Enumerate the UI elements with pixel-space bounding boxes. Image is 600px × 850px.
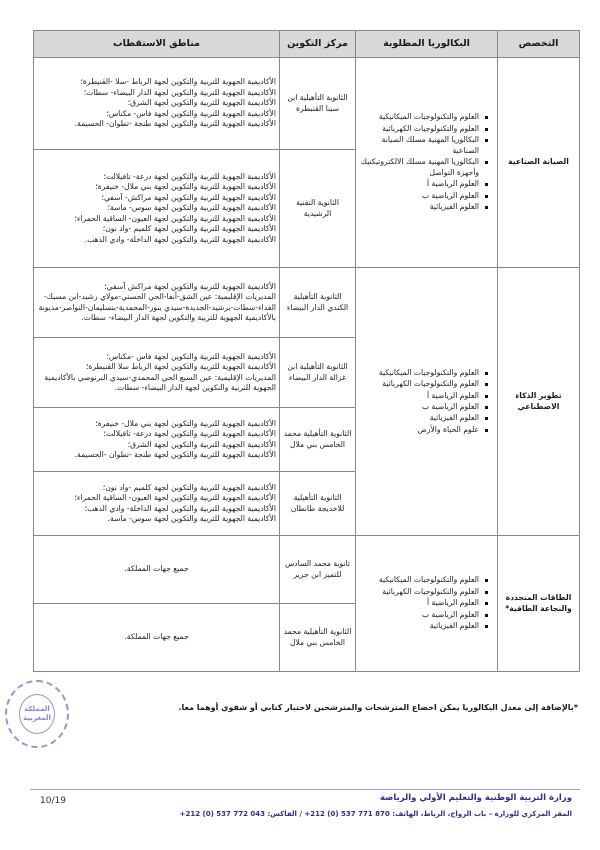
regions-cell (34, 338, 280, 408)
specialty-cell: الصيانة الصناعية (498, 58, 580, 268)
region-line: الأكاديمية الجهوية للتربية والتكوين لجهة بني ملال- خنيفرة؛ (95, 418, 276, 428)
training-center-cell: الثانوية التأهيلية الكندي الدار البيضاء (280, 268, 356, 338)
training-center-cell: الثانوية التأهيلية للاخديجة طانطان (280, 472, 356, 536)
region-line: الأكاديمية الجهوية للتربية والتكوين لجهة درعة- تافيلالت؛ (103, 429, 276, 439)
footer-address: المقر المركزي للوزارة – باب الرواح، الرباط، الهاتف: 870 771 537 (0) 212+ / الفاكس: 043 772 537 (0) 212+ (179, 810, 572, 818)
header-specialty: التخصص (498, 31, 580, 58)
bac-list-item: العلوم الرياضية ب (359, 402, 488, 412)
region-line: الأكاديمية الجهوية للتربية والتكوين لجهة كلميم -واد نون؛ (102, 224, 276, 234)
official-seal-stamp (5, 680, 69, 748)
seal-center (19, 694, 55, 734)
region-line: المديريات الإقليمية: عين الشق-أنفا-الحي الحسني-مولاي رشيد-ابن مسيك-الفداء-سطات-برشيد-الجديدة-سيدي بنور-المحمدية-بنسليمان-النواصر-مديونة بالأكاديمية الجهوية للتربية والتكوين لجهة الدار البيضاء- سطات. (38, 292, 276, 322)
bac-cell (356, 536, 498, 672)
regions-cell (34, 58, 280, 150)
header-regions: مناطق الاستقطاب (34, 31, 280, 58)
bac-list-item: العلوم الفيزيائية (359, 413, 488, 423)
footnote: *بالإضافة إلى معدل البكالوريا يمكن اخضاع المترشحات والمترشحين لاختبار كتابي أو شفوي أوهما معا. (178, 703, 578, 712)
table-row (34, 58, 580, 150)
table-header-row (34, 31, 580, 58)
region-line: الأكاديمية الجهوية للتربية والتكوين لجهة مراكش آسفي؛ (104, 281, 276, 291)
bac-list (359, 112, 494, 212)
bac-list-item: العلوم الرياضية أ (359, 391, 488, 401)
table-row (34, 536, 580, 604)
region-line: الأكاديمية الجهوية للتربية والتكوين لجهة طنجة -تطوان- الحسيمة. (74, 119, 276, 129)
seal-line-1: المملكة (24, 704, 50, 713)
region-line: الأكاديمية الجهوية للتربية والتكوين لجهة الرباط سلا القنيطرة؛ (85, 362, 276, 372)
bac-list-item: العلوم الرياضية أ (359, 598, 488, 608)
bac-list-item: العلوم والتكنولوجيات الكهربائية (359, 379, 488, 389)
header-center: مركز التكوين (280, 31, 356, 58)
training-center-cell: الثانوية التقنية الرشيدية (280, 150, 356, 268)
bac-list (359, 368, 494, 436)
bac-list-item: البكالوريا المهنية مسلك الالكتروتيكنيك وأجهزة التواصل (359, 157, 488, 178)
header-bac: البكالوريا المطلوبة (356, 31, 498, 58)
bac-list-item: العلوم والتكنولوجيات الميكانيكية (359, 112, 488, 122)
training-center-cell: الثانوية التأهيلية ابن غزالة الدار البيضاء (280, 338, 356, 408)
bac-list-item: العلوم الفيزيائية (359, 202, 488, 212)
page-number: 10/19 (40, 796, 66, 806)
regions-cell (34, 150, 280, 268)
region-line: جميع جهات المملكة. (124, 632, 189, 642)
bac-list-item: العلوم الرياضية أ (359, 179, 488, 189)
seal-line-2: المغربية (23, 714, 51, 722)
region-line: الأكاديمية الجهوية للتربية والتكوين لجهة سوس- ماسة. (107, 513, 276, 523)
bac-list-item: العلوم والتكنولوجيات الميكانيكية (359, 368, 488, 378)
region-line: الأكاديمية الجهوية للتربية والتكوين لجهة الدار البيضاء- سطات؛ (83, 87, 276, 97)
region-line: الأكاديمية الجهوية للتربية والتكوين لجهة الداخلة- وادي الذهب. (84, 234, 276, 244)
training-center-cell: الثانوية التأهيلية محمد الخامس بني ملال (280, 604, 356, 672)
region-line: جميع جهات المملكة. (124, 564, 189, 574)
region-line: الأكاديمية الجهوية للتربية والتكوين لجهة درعة- تافيلالت؛ (103, 171, 276, 181)
regions-cell (34, 604, 280, 672)
specialties-table (33, 30, 580, 672)
bac-list-item: البكالوريا المهنية مسلك الصيانة الصناعية (359, 135, 488, 156)
region-line: المديريات الإقليمية: عين السبع الحي المحمدي-سيدي البرنوصي بالأكاديمية الجهوية للتربية والتكوين لجهة الدار البيضاء- سطات. (44, 372, 276, 392)
bac-list-item: العلوم والتكنولوجيات الميكانيكية (359, 575, 488, 585)
bac-list-item: العلوم والتكنولوجيات الكهربائية (359, 587, 488, 597)
bac-list (359, 575, 494, 631)
bac-list-item: العلوم والتكنولوجيات الكهربائية (359, 124, 488, 134)
region-line: الأكاديمية الجهوية للتربية والتكوين لجهة الشرق؛ (127, 439, 276, 449)
region-line: الأكاديمية الجهوية للتربية والتكوين لجهة بني ملال- خنيفرة؛ (95, 182, 276, 192)
regions-cell (34, 268, 280, 338)
region-line: الأكاديمية الجهوية للتربية والتكوين لجهة فاس -مكناس؛ (106, 351, 276, 361)
training-center-cell: الثانوية التأهيلية ابن سينا القنيطرة (280, 58, 356, 150)
training-center-cell: ثانوية محمد السادس للتميز ابن جرير (280, 536, 356, 604)
bac-list-item: العلوم الفيزيائية (359, 621, 488, 631)
bac-list-item: العلوم الرياضية ب (359, 610, 488, 620)
footer-divider (30, 789, 580, 790)
table-body (34, 58, 580, 672)
regions-cell (34, 536, 280, 604)
specialty-cell: تطوير الذكاء الاصطناعي (498, 268, 580, 536)
regions-cell (34, 408, 280, 472)
specialty-cell: الطاقات المتجددة والنجاعة الطاقية* (498, 536, 580, 672)
region-line: الأكاديمية الجهوية للتربية والتكوين لجهة الداخلة- وادي الذهب؛ (84, 503, 276, 513)
bac-list-item: العلوم الرياضية ب (359, 191, 488, 201)
bac-cell (356, 58, 498, 268)
region-line: الأكاديمية الجهوية للتربية والتكوين لجهة الرباط -سلا -القنيطرة؛ (80, 77, 276, 87)
table-row (34, 268, 580, 338)
region-line: الأكاديمية الجهوية للتربية والتكوين لجهة طنجة -تطوان -الحسيمة. (74, 449, 276, 459)
region-line: الأكاديمية الجهوية للتربية والتكوين لجهة العيون- الساقية الحمراء؛ (74, 213, 276, 223)
training-center-cell: الثانوية التأهيلية محمد الخامس بني ملال (280, 408, 356, 472)
region-line: الأكاديمية الجهوية للتربية والتكوين لجهة فاس- مكناس؛ (106, 108, 276, 118)
footer-ministry: وزارة التربية الوطنية والتعليم الأولي والرياضة (379, 793, 572, 803)
regions-cell (34, 472, 280, 536)
bac-cell (356, 268, 498, 536)
bac-list-item: علوم الحياة والأرض (359, 425, 488, 435)
region-line: الأكاديمية الجهوية للتربية والتكوين لجهة مراكش- آسفي؛ (101, 192, 276, 202)
region-line: الأكاديمية الجهوية للتربية والتكوين لجهة سوس- ماسة؛ (107, 203, 276, 213)
region-line: الأكاديمية الجهوية للتربية والتكوين لجهة العيون- الساقية الحمراء؛ (74, 493, 276, 503)
region-line: الأكاديمية الجهوية للتربية والتكوين لجهة الشرق؛ (127, 98, 276, 108)
region-line: الأكاديمية الجهوية للتربية والتكوين لجهة كلميم -واد نون؛ (102, 482, 276, 492)
